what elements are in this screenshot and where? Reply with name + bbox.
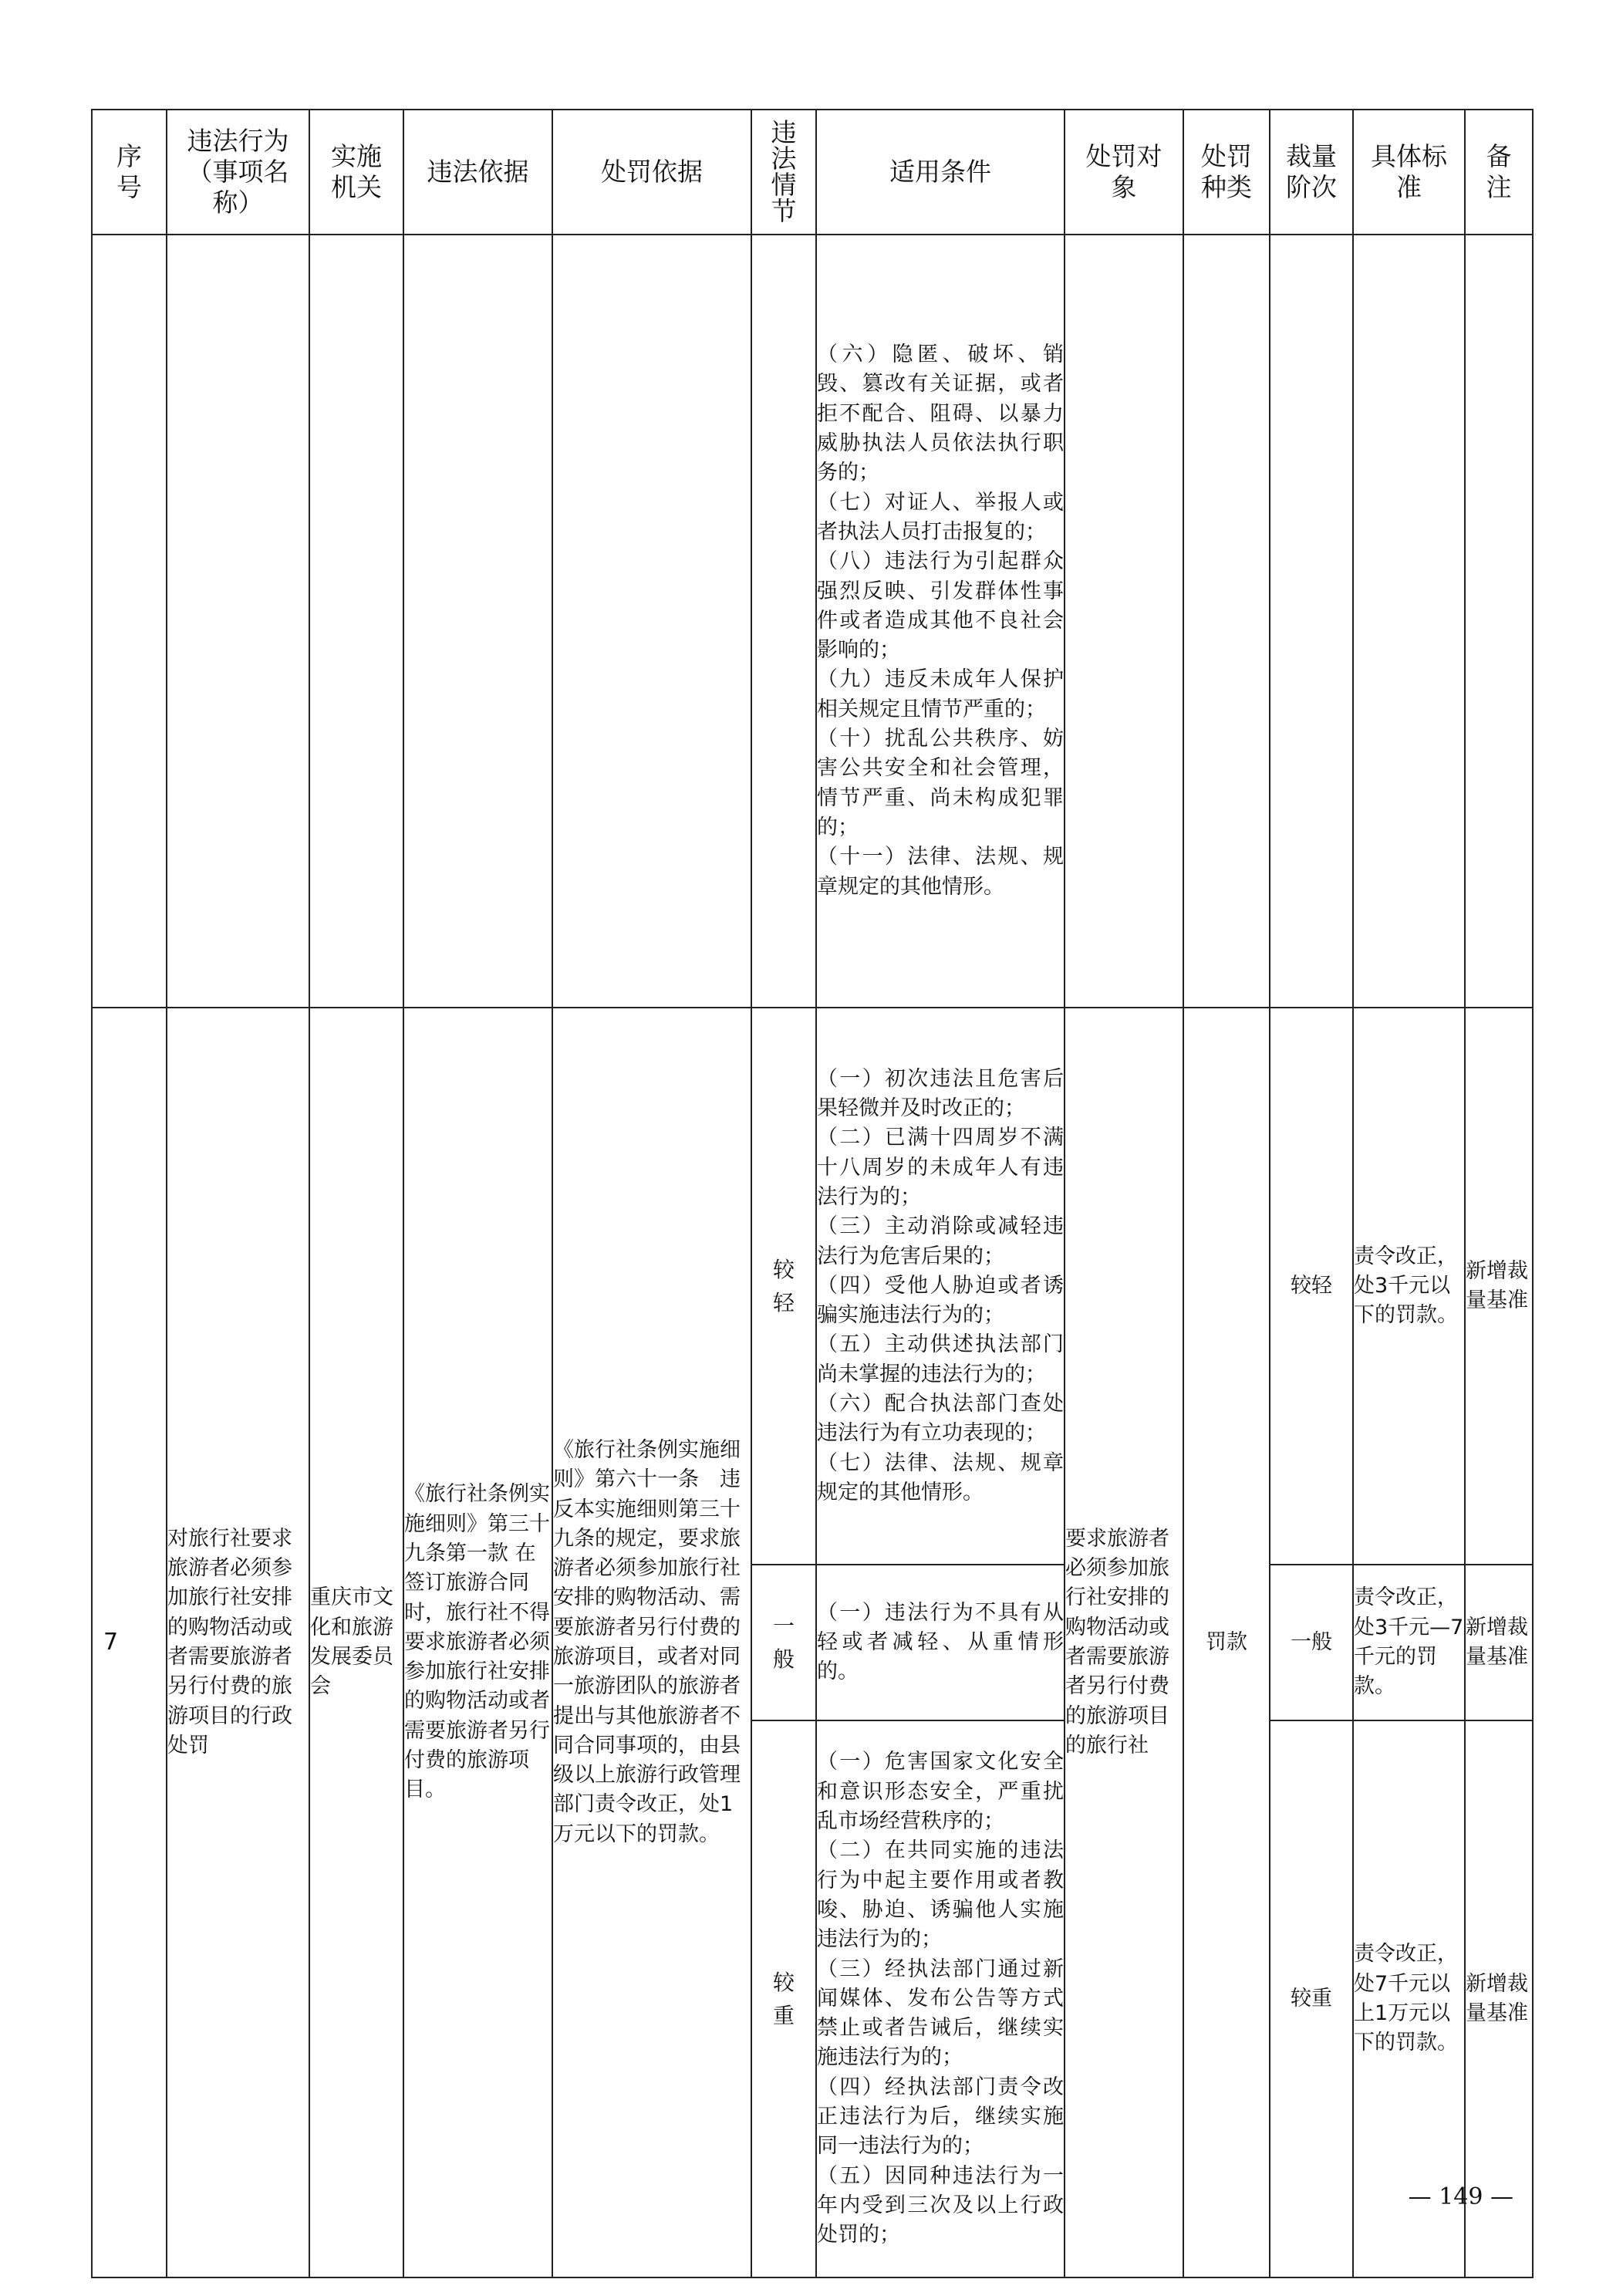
empty-cell [751, 235, 816, 1008]
standard-light: 责令改正，处3千元以下的罚款。 [1353, 1008, 1465, 1565]
header-row [92, 110, 1533, 235]
violation-basis-cell: 《旅行社条例实施细则》第三十九条第一款 在签订旅游合同时，旅行社不得要求旅游者必须参加旅行社安排的购物活动或者需要旅游者另行付费的旅游项目。 [403, 1008, 552, 2277]
note-severe: 新增裁量基准 [1465, 1720, 1533, 2277]
condition-line: （六）隐匿、破坏、销毁、篡改有关证据，或者拒不配合、阻碍、以暴力威胁执法人员依法执行职务的； [817, 343, 1064, 485]
condition-line: （八）违法行为引起群众强烈反映、引发群体性事件或者造成其他不良社会影响的； [817, 549, 1064, 663]
header-seq: 序 号 [92, 110, 167, 235]
empty-cell [552, 235, 751, 1008]
table-row-continued [92, 235, 1533, 1008]
agency-cell: 重庆市文化和旅游发展委员会 [309, 1008, 403, 2277]
penalty-type-cell: 罚款 [1183, 1008, 1270, 2277]
circumstance-light: 较 轻 [751, 1008, 816, 1565]
note-light: 新增裁量基准 [1465, 1008, 1533, 1565]
empty-cell [403, 235, 552, 1008]
empty-cell [167, 235, 309, 1008]
discretion-standard-table [91, 109, 1534, 2278]
empty-cell [1353, 235, 1465, 1008]
condition-line: （七）法律、法规、规章规定的其他情形。 [817, 1450, 1064, 1504]
empty-cell [92, 235, 167, 1008]
condition-line: （二）在共同实施的违法行为中起主要作用或者教唆、胁迫、诱骗他人实施违法行为的； [817, 1838, 1064, 1952]
empty-cell [309, 235, 403, 1008]
condition-line: （四）经执法部门责令改正违法行为后，继续实施同一违法行为的； [817, 2075, 1064, 2159]
header-note: 备 注 [1465, 110, 1533, 235]
header-conditions: 适用条件 [816, 110, 1065, 235]
condition-line: （九）违反未成年人保护相关规定且情节严重的； [817, 667, 1064, 721]
condition-line: （四）受他人胁迫或者诱骗实施违法行为的； [817, 1273, 1064, 1328]
empty-cell [1465, 235, 1533, 1008]
condition-line: （三）经执法部门通过新闻媒体、发布公告等方式禁止或者告诫后，继续实施违法行为的； [817, 1957, 1064, 2070]
header-penalty-basis: 处罚依据 [552, 110, 751, 235]
header-item: 违法行为 （事项名 称） [167, 110, 309, 235]
header-level: 裁量 阶次 [1270, 110, 1353, 235]
empty-cell [1270, 235, 1353, 1008]
condition-line: （三）主动消除或减轻违法行为危害后果的； [817, 1214, 1064, 1268]
page-number: — 149 — [1408, 2183, 1513, 2210]
seq-cell: 7 [92, 1008, 167, 2277]
conditions-light [816, 1008, 1065, 1565]
note-general: 新增裁量基准 [1465, 1565, 1533, 1720]
condition-line: （一）危害国家文化安全和意识形态安全，严重扰乱市场经营秩序的； [817, 1750, 1064, 1834]
penalty-target-cell: 要求旅游者必须参加旅行社安排的购物活动或者需要旅游者另行付费的旅游项目的旅行社 [1065, 1008, 1183, 2277]
circumstance-general: 一 般 [751, 1565, 816, 1720]
level-general: 一般 [1270, 1565, 1353, 1720]
condition-line: （七）对证人、举报人或者执法人员打击报复的； [817, 490, 1064, 544]
continued-conditions-cell [816, 235, 1065, 1008]
header-target: 处罚对 象 [1065, 110, 1183, 235]
header-standard: 具体标 准 [1353, 110, 1465, 235]
condition-line: （五）因同种违法行为一年内受到三次及以上行政处罚的； [817, 2163, 1064, 2247]
condition-line: （十）扰乱公共秩序、妨害公共安全和社会管理，情节严重、尚未构成犯罪的； [817, 727, 1064, 839]
level-severe: 较重 [1270, 1720, 1353, 2277]
conditions-severe [816, 1720, 1065, 2277]
level-light: 较轻 [1270, 1008, 1353, 1565]
condition-line: （二）已满十四周岁不满十八周岁的未成年人有违法行为的； [817, 1126, 1064, 1209]
penalty-basis-cell: 《旅行社条例实施细则》第六十一条 违反本实施细则第三十九条的规定，要求旅游者必须参加旅行社安排的购物活动、需要旅游者另行付费的旅游项目，或者对同一旅游团队的旅游者提出与其他旅游者不同合同事项的，由县级以上旅游行政管理部门责令改正，处1万元以下的罚款。 [552, 1008, 751, 2277]
circumstance-severe: 较 重 [751, 1720, 816, 2277]
condition-line: （六）配合执法部门查处违法行为有立功表现的； [817, 1392, 1064, 1446]
empty-cell [1183, 235, 1270, 1008]
condition-line: （一）初次违法且危害后果轻微并及时改正的； [817, 1066, 1064, 1121]
standard-general: 责令改正，处3千元—7千元的罚款。 [1353, 1565, 1465, 1720]
header-agency: 实施 机关 [309, 110, 403, 235]
header-circumstance: 违 法 情 节 [751, 110, 816, 235]
condition-line: （五）主动供述执法部门尚未掌握的违法行为的； [817, 1332, 1064, 1386]
table-row-item7-light [92, 1008, 1533, 1565]
header-basis: 违法依据 [403, 110, 552, 235]
item-name-cell: 对旅行社要求旅游者必须参加旅行社安排的购物活动或者需要旅游者另行付费的旅游项目的行政处罚 [167, 1008, 309, 2277]
conditions-general [816, 1565, 1065, 1720]
condition-line: （一）违法行为不具有从轻或者减轻、从重情形的。 [817, 1600, 1064, 1684]
empty-cell [1065, 235, 1183, 1008]
standard-severe: 责令改正，处7千元以上1万元以下的罚款。 [1353, 1720, 1465, 2277]
header-penalty-type: 处罚 种类 [1183, 110, 1270, 235]
condition-line: （十一）法律、法规、规章规定的其他情形。 [817, 845, 1064, 899]
